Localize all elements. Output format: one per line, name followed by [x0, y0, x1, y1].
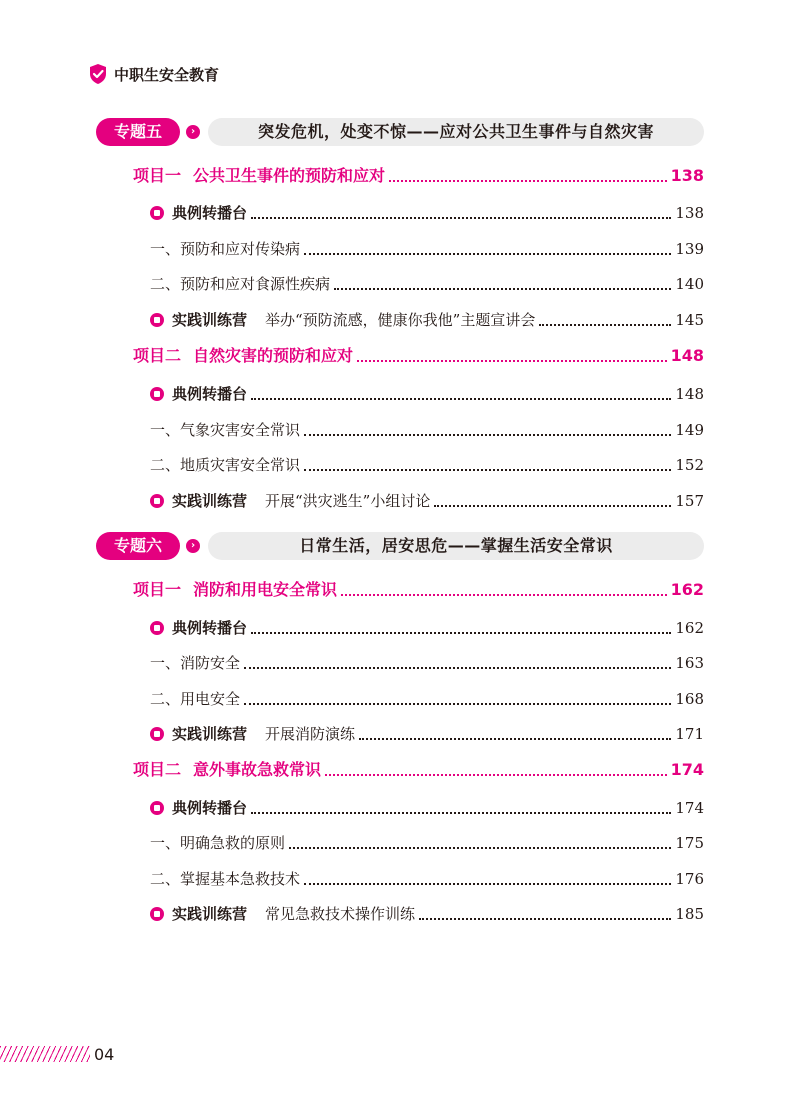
- page-number: 157: [675, 492, 704, 510]
- entry-subtitle: 举办“预防流感，健康你我他”主题宣讲会: [265, 311, 536, 329]
- toc-project-entry[interactable]: [133, 577, 704, 603]
- dot-leader: [251, 810, 671, 814]
- topic-title: 日常生活，居安思危——掌握生活安全常识: [208, 532, 704, 560]
- dot-leader: [304, 881, 671, 885]
- entry-subtitle: 开展“洪灾逃生”小组讨论: [265, 492, 431, 510]
- toc-entry[interactable]: [150, 615, 704, 641]
- dot-leader: [334, 286, 671, 290]
- page-number: 148: [670, 346, 704, 365]
- entry-title: 二、预防和应对食源性疾病: [150, 275, 331, 293]
- chevron-right-icon: ›: [186, 539, 200, 553]
- dot-leader: [304, 467, 671, 471]
- toc-entry[interactable]: [150, 830, 704, 856]
- entry-title: 典例转播台: [172, 799, 248, 817]
- toc-entry[interactable]: [150, 307, 704, 333]
- toc-entry[interactable]: [150, 417, 704, 443]
- bullet-icon: [150, 801, 164, 815]
- dot-leader: [359, 736, 671, 740]
- topic-badge: 专题五: [96, 118, 180, 146]
- entry-subtitle: 常见急救技术操作训练: [265, 905, 416, 923]
- entry-title: 实践训练营: [172, 725, 248, 743]
- page-number: 185: [675, 905, 704, 923]
- project-title: 自然灾害的预防和应对: [193, 346, 354, 365]
- project-label: 项目一: [133, 580, 182, 599]
- dot-leader: [244, 701, 671, 705]
- toc-entry[interactable]: [150, 795, 704, 821]
- page-number: 145: [675, 311, 704, 329]
- decorative-hatch: [0, 1046, 90, 1062]
- page-number: 139: [675, 240, 704, 258]
- topic-heading-6: [96, 531, 704, 561]
- page-number: 171: [675, 725, 704, 743]
- project-title: 消防和用电安全常识: [193, 580, 338, 599]
- dot-leader: [304, 251, 671, 255]
- dot-leader: [434, 503, 671, 507]
- page-number: 168: [675, 690, 704, 708]
- toc-entry[interactable]: [150, 200, 704, 226]
- topic-heading-5: [96, 117, 704, 147]
- dot-leader: [251, 396, 671, 400]
- toc-entry[interactable]: [150, 721, 704, 747]
- entry-title: 二、掌握基本急救技术: [150, 870, 301, 888]
- entry-title: 实践训练营: [172, 492, 248, 510]
- toc-project-entry[interactable]: [133, 163, 704, 189]
- entry-title: 二、地质灾害安全常识: [150, 456, 301, 474]
- bullet-icon: [150, 313, 164, 327]
- entry-title: 实践训练营: [172, 311, 248, 329]
- entry-title: 典例转播台: [172, 385, 248, 403]
- page-number: 174: [675, 799, 704, 817]
- project-label: 项目二: [133, 346, 182, 365]
- folio-page-number: 04: [94, 1044, 115, 1064]
- page-number: 149: [675, 421, 704, 439]
- bullet-icon: [150, 727, 164, 741]
- book-title: 中职生安全教育: [114, 65, 220, 84]
- project-label: 项目二: [133, 760, 182, 779]
- bullet-icon: [150, 621, 164, 635]
- page-number: 152: [675, 456, 704, 474]
- dot-leader: [357, 358, 667, 362]
- page-footer: [0, 1043, 114, 1065]
- toc-entry[interactable]: [150, 452, 704, 478]
- dot-leader: [251, 630, 671, 634]
- bullet-icon: [150, 206, 164, 220]
- toc-project-entry[interactable]: [133, 757, 704, 783]
- page-number: 162: [675, 619, 704, 637]
- page-number: 176: [675, 870, 704, 888]
- page-number: 163: [675, 654, 704, 672]
- entry-title: 典例转播台: [172, 619, 248, 637]
- shield-check-icon: [88, 63, 108, 85]
- toc-entry[interactable]: [150, 650, 704, 676]
- project-title: 意外事故急救常识: [193, 760, 322, 779]
- dot-leader: [304, 432, 671, 436]
- project-title: 公共卫生事件的预防和应对: [193, 166, 386, 185]
- toc-entry[interactable]: [150, 381, 704, 407]
- page-number: 138: [670, 166, 704, 185]
- dot-leader: [251, 215, 671, 219]
- running-header: [88, 62, 219, 86]
- entry-title: 一、明确急救的原则: [150, 834, 286, 852]
- dot-leader: [289, 845, 671, 849]
- entry-subtitle: 开展消防演练: [265, 725, 356, 743]
- entry-title: 一、消防安全: [150, 654, 241, 672]
- page-number: 175: [675, 834, 704, 852]
- page-number: 148: [675, 385, 704, 403]
- project-label: 项目一: [133, 166, 182, 185]
- page-number: 174: [670, 760, 704, 779]
- bullet-icon: [150, 387, 164, 401]
- toc-entry[interactable]: [150, 271, 704, 297]
- page-number: 162: [670, 580, 704, 599]
- toc-entry[interactable]: [150, 901, 704, 927]
- page-number: 138: [675, 204, 704, 222]
- entry-title: 一、气象灾害安全常识: [150, 421, 301, 439]
- entry-title: 二、用电安全: [150, 690, 241, 708]
- dot-leader: [419, 916, 671, 920]
- bullet-icon: [150, 907, 164, 921]
- entry-title: 实践训练营: [172, 905, 248, 923]
- entry-title: 典例转播台: [172, 204, 248, 222]
- dot-leader: [389, 178, 667, 182]
- dot-leader: [341, 592, 667, 596]
- toc-project-entry[interactable]: [133, 343, 704, 369]
- entry-title: 一、预防和应对传染病: [150, 240, 301, 258]
- topic-title: 突发危机，处变不惊——应对公共卫生事件与自然灾害: [208, 118, 704, 146]
- toc-entry[interactable]: [150, 686, 704, 712]
- toc-entry[interactable]: [150, 866, 704, 892]
- topic-badge: 专题六: [96, 532, 180, 560]
- dot-leader: [244, 665, 671, 669]
- bullet-icon: [150, 494, 164, 508]
- dot-leader: [325, 772, 667, 776]
- page-number: 140: [675, 275, 704, 293]
- dot-leader: [539, 322, 671, 326]
- toc-entry[interactable]: [150, 236, 704, 262]
- toc-entry[interactable]: [150, 488, 704, 514]
- chevron-right-icon: ›: [186, 125, 200, 139]
